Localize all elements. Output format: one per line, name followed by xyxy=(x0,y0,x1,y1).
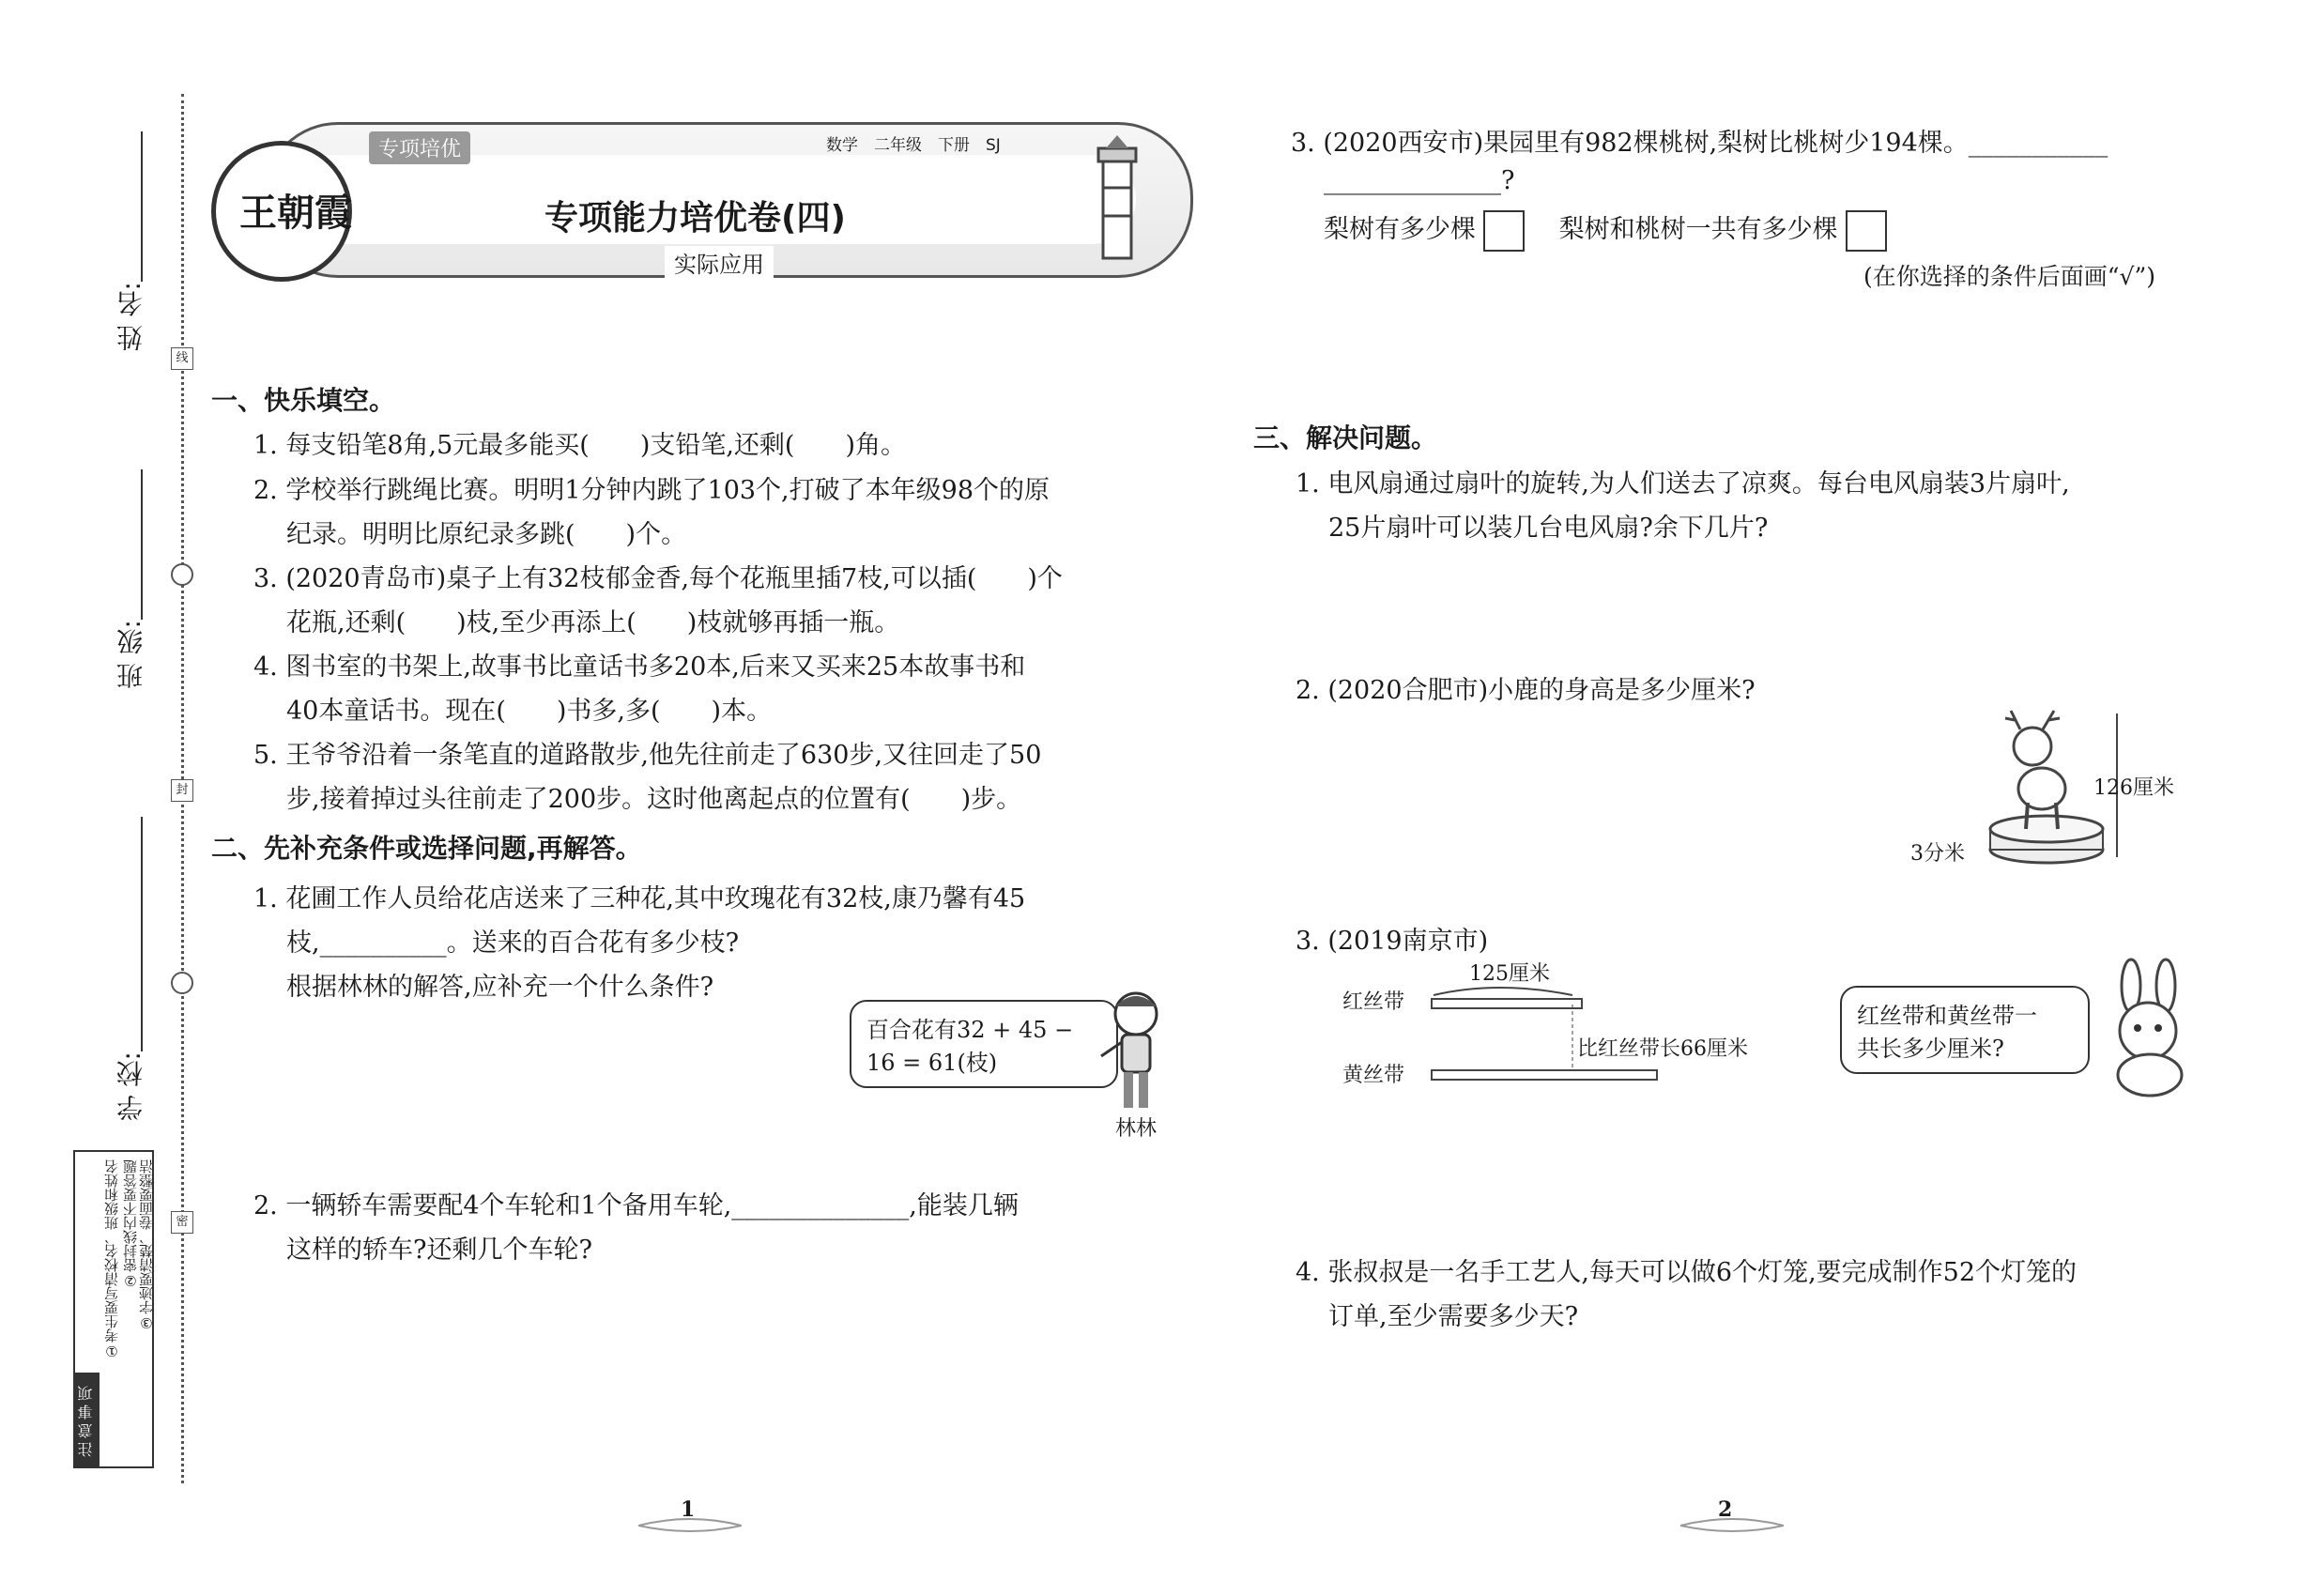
q2-2-line1: 2. 一辆轿车需要配4个车轮和1个备用车轮,______________,能装几辆 xyxy=(253,1191,1019,1220)
notice-title: 注意事项 xyxy=(75,1373,100,1466)
bubble-line-1: 百合花有32 + 45 − xyxy=(866,1017,1074,1043)
page-number-1: 1 xyxy=(681,1497,696,1522)
q1-2-line1: 2. 学校举行跳绳比赛。明明1分钟内跳了103个,打破了本年级98个的原 xyxy=(253,476,1050,505)
rabbit-icon xyxy=(2098,958,2201,1098)
q1-5-line1: 5. 王爷爷沿着一条笔直的道路散步,他先往前走了630步,又往回走了50 xyxy=(253,741,1042,770)
q2-1-line3: 根据林林的解答,应补充一个什么条件? xyxy=(286,973,714,1002)
book-meta: 数学 二年级 下册 SJ xyxy=(826,136,1001,155)
q1-3-line1: 3. (2020青岛市)桌子上有32枝郁金香,每个花瓶里插7枝,可以插( )个 xyxy=(253,564,1063,593)
option-total-count-checkbox[interactable] xyxy=(1846,210,1887,252)
cut-circle-2 xyxy=(171,972,193,994)
red-ribbon-label: 红丝带 xyxy=(1342,990,1405,1014)
red-ribbon-length: 125厘米 xyxy=(1469,962,1550,986)
q2-1-line1: 1. 花圃工作人员给花店送来了三种花,其中玫瑰花有32枝,康乃馨有45 xyxy=(253,884,1026,913)
yellow-ribbon-label: 黄丝带 xyxy=(1342,1064,1405,1087)
q1-4-line2: 40本童话书。现在( )书多,多( )本。 xyxy=(286,697,773,726)
page-ornament-2 xyxy=(1680,1516,1784,1535)
q2-3-hint: (在你选择的条件后面画“√”) xyxy=(1863,263,2155,290)
cut-mark-feng: 封 xyxy=(171,779,193,802)
class-label: 班 级: xyxy=(115,620,146,690)
q3-1-line1: 1. 电风扇通过扇叶的旋转,为人们送去了凉爽。每台电风扇装3片扇叶, xyxy=(1296,469,2070,499)
option-pear-count: 梨树有多少棵 xyxy=(1324,215,1476,244)
q3-3: 3. (2019南京市) xyxy=(1296,927,1489,956)
q3-1-line2: 25片扇叶可以装几台电风扇?余下几片? xyxy=(1328,514,1769,543)
boy-name: 林林 xyxy=(1115,1117,1158,1141)
q1-4-line1: 4. 图书室的书架上,故事书比童话书多20本,后来又买来25本故事书和 xyxy=(253,652,1026,682)
bubble-line-2: 16 = 61(枝) xyxy=(866,1050,998,1076)
yellow-ribbon-more: 比红丝带长66厘米 xyxy=(1577,1037,1748,1061)
rabbit-bubble-line-2: 共长多少厘米? xyxy=(1857,1036,2004,1062)
school-label: 学 校: xyxy=(115,1051,146,1122)
q2-3-line2: ______________? xyxy=(1324,166,1515,195)
stand-height-label: 3分米 xyxy=(1910,842,1965,866)
q3-4-line2: 订单,至少需要多少天? xyxy=(1328,1302,1579,1331)
page-ornament-1 xyxy=(638,1516,742,1535)
section-tag: 专项培优 xyxy=(369,131,470,164)
notice-box xyxy=(73,1150,154,1468)
q3-2: 2. (2020合肥市)小鹿的身高是多少厘米? xyxy=(1296,676,1756,705)
name-blank[interactable] xyxy=(141,131,143,282)
logo-text: 王朝霞 xyxy=(239,191,352,235)
q1-3-line2: 花瓶,还剩( )枝,至少再添上( )枝就够再插一瓶。 xyxy=(286,608,900,637)
section-1-title: 一、快乐填空。 xyxy=(211,385,396,416)
option-total-count: 梨树和桃树一共有多少棵 xyxy=(1558,215,1838,244)
section-3-title: 三、解决问题。 xyxy=(1253,422,1438,453)
q2-2-line2: 这样的轿车?还剩几个车轮? xyxy=(286,1235,592,1265)
page-title: 专项能力培优卷(四) xyxy=(544,199,846,238)
notice-item-2: ②密封线内不要答题 xyxy=(122,1159,139,1289)
cut-mark-xian: 线 xyxy=(171,347,193,370)
cut-circle-1 xyxy=(171,563,193,586)
rabbit-bubble-line-1: 红丝带和黄丝带一 xyxy=(1857,1003,2037,1029)
q1-1: 1. 每支铅笔8角,5元最多能买( )支铅笔,还剩( )角。 xyxy=(253,431,906,460)
rabbit-speech-bubble xyxy=(1840,986,2090,1074)
q2-1-line2: 枝,__________。送来的百合花有多少枝? xyxy=(286,928,740,958)
page-subtitle: 实际应用 xyxy=(665,246,774,279)
notice-item-1: ①考生要写清校名、班级和姓名 xyxy=(103,1159,120,1359)
deer-height-label: 126厘米 xyxy=(2093,776,2174,800)
section-2-title: 二、先补充条件或选择问题,再解答。 xyxy=(211,833,642,864)
q1-2-line2: 纪录。明明比原纪录多跳( )个。 xyxy=(286,520,687,549)
lighthouse-icon xyxy=(1080,131,1155,263)
boy-speech-bubble xyxy=(850,1000,1118,1088)
name-label: 姓 名: xyxy=(115,282,146,352)
boy-linlin-icon xyxy=(1094,986,1178,1117)
q2-3-line1: 3. (2020西安市)果园里有982棵桃树,梨树比桃树少194棵。___________ xyxy=(1291,129,2108,158)
cut-mark-mi: 密 xyxy=(171,1211,193,1234)
notice-item-3: ③字迹要清楚、卷面要整洁 xyxy=(138,1159,155,1331)
q1-5-line2: 步,接着掉过头往前走了200步。这时他离起点的位置有( )步。 xyxy=(286,785,1022,814)
q2-3-options xyxy=(1324,208,1894,252)
class-blank[interactable] xyxy=(141,469,143,620)
q3-4-line1: 4. 张叔叔是一名手工艺人,每天可以做6个灯笼,要完成制作52个灯笼的 xyxy=(1296,1258,2078,1287)
page-number-2: 2 xyxy=(1718,1497,1733,1522)
school-blank[interactable] xyxy=(141,817,143,1051)
option-pear-count-checkbox[interactable] xyxy=(1483,210,1525,252)
